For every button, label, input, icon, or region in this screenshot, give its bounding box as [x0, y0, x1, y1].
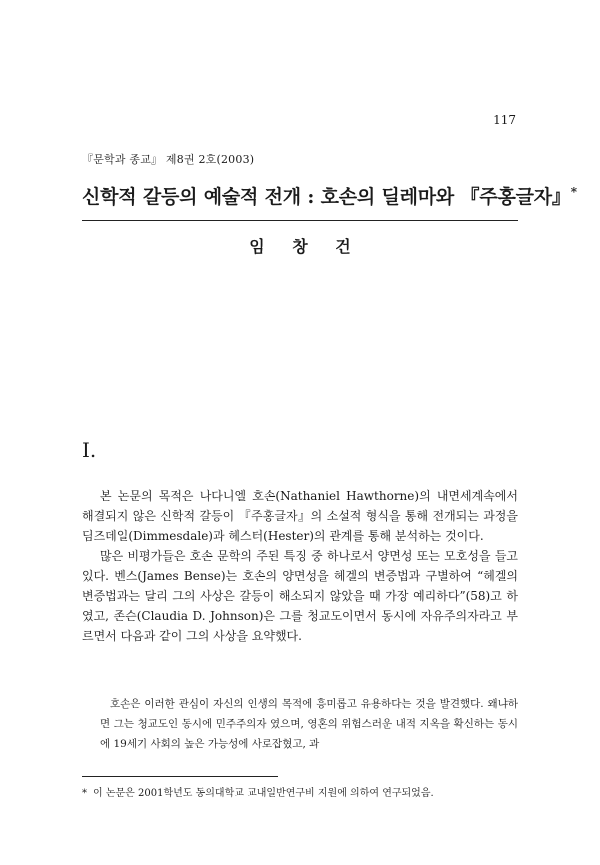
block-quote: [100, 694, 518, 754]
paragraph: 본 논문의 목적은 나다니엘 호손(Nathaniel Hawthorne)의 내면세계속에서 해결되지 않은 신학적 갈등이 『주홍글자』의 소설적 형식을 통해 전개되는 과정을 딤즈데일(Dimmesdale)과 헤스터(Hester)의 관계를 통해 분석하는 것이다.: [82, 489, 518, 543]
title-footnote-mark: *: [570, 185, 577, 199]
page-number: 117: [493, 113, 516, 127]
footnote-mark: *: [82, 788, 87, 799]
article-title: [82, 182, 577, 209]
journal-info: 『문학과 종교』 제8권 2호(2003): [82, 153, 255, 166]
author-name: 임 창 건: [249, 237, 351, 256]
footnote-text: 이 논문은 2001학년도 동의대학교 교내일반연구비 지원에 의하여 연구되었음.: [93, 788, 434, 799]
body-text: [82, 486, 518, 646]
article-title-text: 신학적 갈등의 예술적 전개 : 호손의 딜레마와 『주홍글자』: [82, 186, 571, 208]
footnote-rule: [82, 776, 278, 777]
paragraph: 많은 비평가들은 호손 문학의 주된 특징 중 하나로서 양면성 또는 모호성을 들고 있다. 벤스(James Bense)는 호손의 양면성을 헤겔의 변증법과 구별하여 “헤겔의 변증법과는 달리 그의 사상은 갈등이 해소되지 않았을 때 가장 예리하다”(58)고 하였고, 존슨(Claudia D. Johnson)은 그를 청교도이면서 동시에 자유주의자라고 부르면서 다음과 같이 그의 사상을 요약했다.: [82, 549, 518, 643]
title-rule: [82, 220, 518, 221]
quote-text: 호손은 이러한 관심이 자신의 인생의 목적에 흥미롭고 유용하다는 것을 발견했다. 왜냐하면 그는 청교도인 동시에 민주주의자 였으며, 영혼의 위험스러운 내적 지옥을 확신하는 동시에 19세기 사회의 높은 가능성에 사로잡혔고, 과: [100, 698, 518, 750]
footnote: [82, 786, 518, 802]
section-heading: I.: [82, 438, 97, 462]
